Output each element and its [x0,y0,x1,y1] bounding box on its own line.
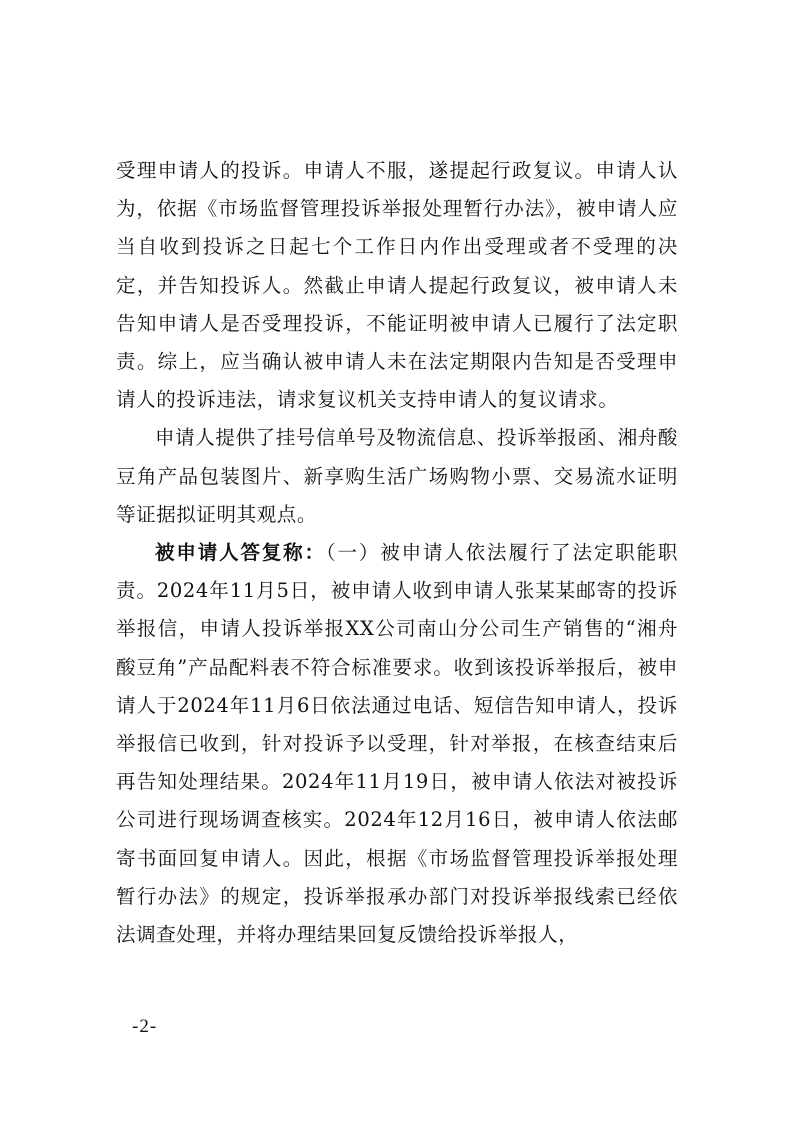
paragraph-lead-heading: 被申请人答复称： [155,541,326,565]
paragraph-respondent-reply [116,534,678,954]
paragraph-evidence [116,419,678,534]
paragraph-text: 申请人提供了挂号信单号及物流信息、投诉举报函、湘舟酸豆角产品包装图片、新享购生活广场购物小票、交易流水证明等证据拟证明其观点。 [116,426,678,526]
page-number: -2- [132,1016,158,1037]
paragraph-continuation [116,152,678,419]
paragraph-text: （一）被申请人依法履行了法定职能职责。2024年11月5日，被申请人收到申请人张某某邮寄的投诉举报信，申请人投诉举报XX公司南山分公司生产销售的“湘舟酸豆角”产品配料表不符合标准要求。收到该投诉举报后，被申请人于2024年11月6日依法通过电话、短信告知申请人，投诉举报信已收到，针对投诉予以受理，针对举报，在核查结束后再告知处理结果。2024年11月19日，被申请人依法对被投诉公司进行现场调查核实。2024年12月16日，被申请人依法邮寄书面回复申请人。因此，根据《市场监督管理投诉举报处理暂行办法》的规定，投诉举报承办部门对投诉举报线索已经依法调查处理，并将办理结果回复反馈给投诉举报人， [116,541,678,947]
body-text [116,152,678,954]
paragraph-text: 受理申请人的投诉。申请人不服，遂提起行政复议。申请人认为，依据《市场监督管理投诉举报处理暂行办法》，被申请人应当自收到投诉之日起七个工作日内作出受理或者不受理的决定，并告知投诉人。然截止申请人提起行政复议，被申请人未告知申请人是否受理投诉，不能证明被申请人已履行了法定职责。综上，应当确认被申请人未在法定期限内告知是否受理申请人的投诉违法，请求复议机关支持申请人的复议请求。 [116,159,678,412]
